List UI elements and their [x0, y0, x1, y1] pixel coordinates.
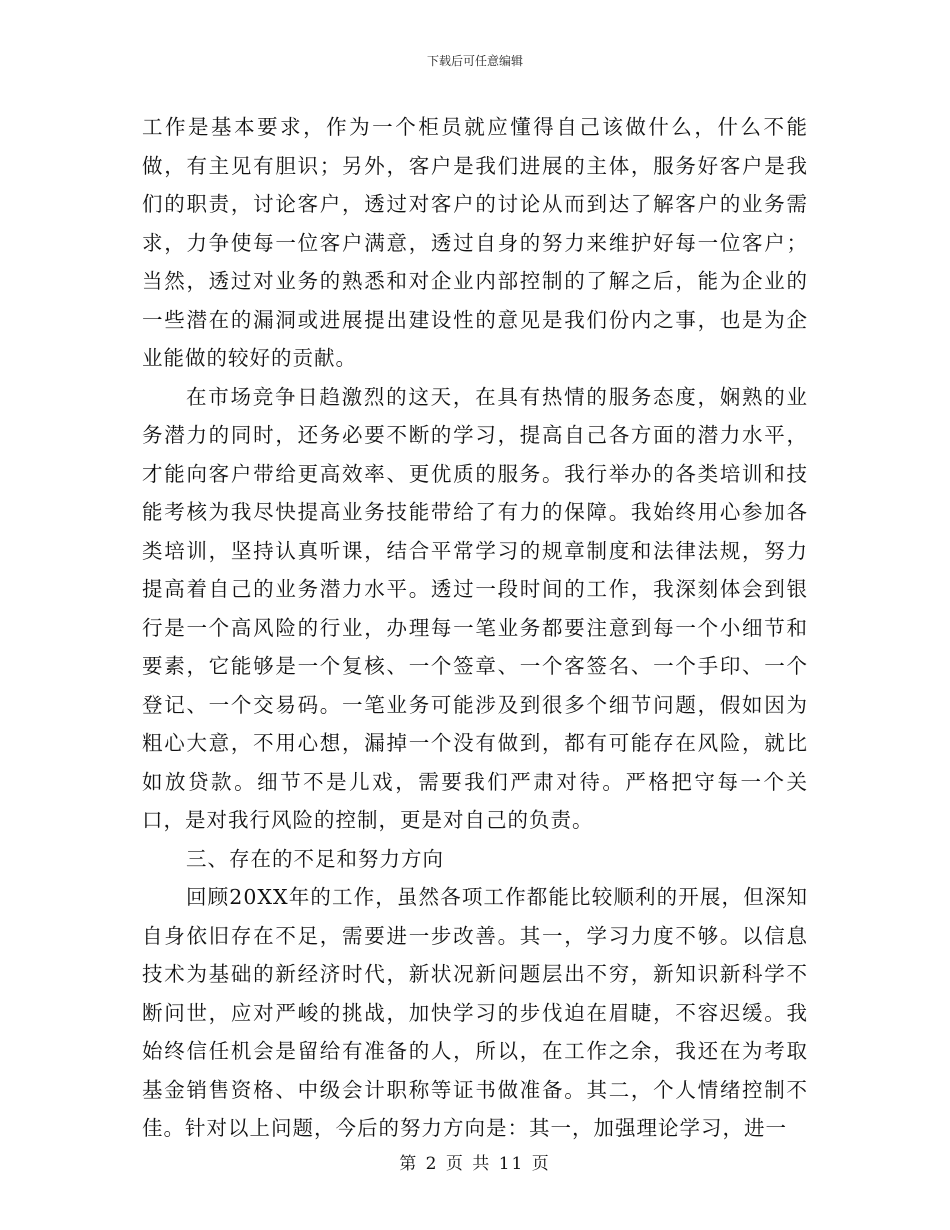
paragraph-2: 在市场竞争日趋激烈的这天，在具有热情的服务态度，娴熟的业务潜力的同时，还务必要不断的学习，提高自己各方面的潜力水平，才能向客户带给更高效率、更优质的服务。我行举办的各类培训和技能考核为我尽快提高业务技能带给了有力的保障。我始终用心参加各类培训，坚持认真听课，结合平常学习的规章制度和法律法规，努力提高着自己的业务潜力水平。透过一段时间的工作，我深刻体会到银行是一个高风险的行业，办理每一笔业务都要注意到每一个小细节和要素，它能够是一个复核、一个签章、一个客签名、一个手印、一个登记、一个交易码。一笔业务可能涉及到很多个细节问题，假如因为粗心大意，不用心想，漏掉一个没有做到，都有可能存在风险，就比如放贷款。细节不是儿戏，需要我们严肃对待。严格把守每一个关口，是对我行风险的控制，更是对自己的负责。 [142, 384, 808, 832]
section-heading: 三、存在的不足和努力方向 [186, 846, 444, 871]
page-footer: 第 2 页 共 11 页 [399, 1154, 551, 1174]
paragraph-1: 工作是基本要求，作为一个柜员就应懂得自己该做什么，什么不能做，有主见有胆识；另外，客户是我们进展的主体，服务好客户是我们的职责，讨论客户，透过对客户的讨论从而到达了解客户的业务需求，力争使每一位客户满意，透过自身的努力来维护好每一位客户；当然，透过对业务的熟悉和对企业内部控制的了解之后，能为企业的一些潜在的漏洞或进展提出建设性的意见是我们份内之事，也是为企业能做的较好的贡献。 [142, 115, 808, 370]
paragraph-3: 回顾20XX年的工作，虽然各项工作都能比较顺利的开展，但深知自身依旧存在不足，需要进一步改善。其一，学习力度不够。以信息技术为基础的新经济时代，新状况新问题层出不穷，新知识新科学不断问世，应对严峻的挑战，加快学习的步伐迫在眉睫，不容迟缓。我始终信任机会是留给有准备的人，所以，在工作之余，我还在为考取基金销售资格、中级会计职称等证书做准备。其二，个人情绪控制不佳。针对以上问题，今后的努力方向是：其一，加强理论学习，进一 [142, 885, 808, 1140]
page-header: 下载后可任意编辑 [426, 54, 523, 68]
document-body [142, 108, 808, 1148]
